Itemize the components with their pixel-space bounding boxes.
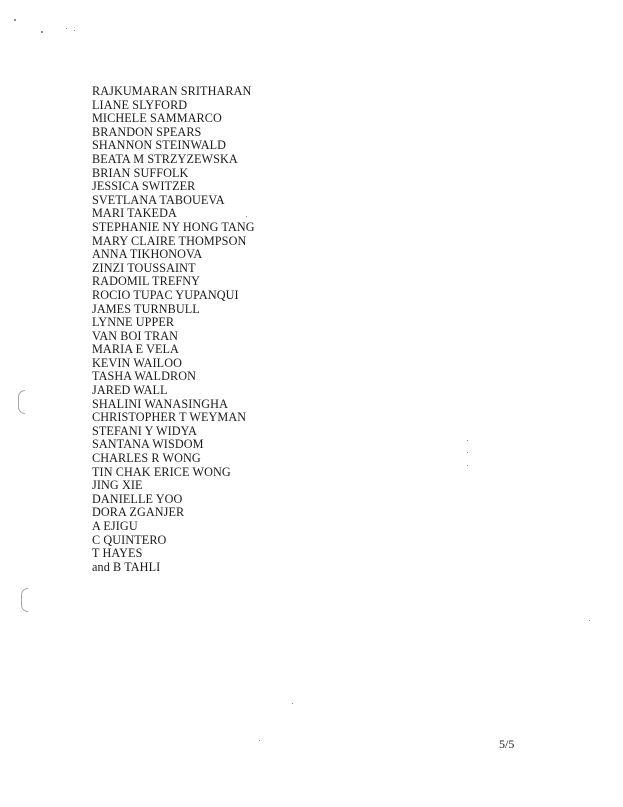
scan-speck: [467, 465, 468, 466]
list-item: CHARLES R WONG: [92, 451, 201, 466]
list-item: RADOMIL TREFNY: [92, 274, 201, 289]
list-item: SVETLANA TABOUEVA: [92, 192, 225, 207]
list-item: JESSICA SWITZER: [92, 179, 196, 194]
list-item: ROCIO TUPAC YUPANQUI: [92, 287, 239, 302]
list-item: VAN BOI TRAN: [92, 328, 179, 343]
list-item: DANIELLE YOO: [92, 491, 183, 506]
list-item: KEVIN WAILOO: [92, 355, 182, 370]
list-item: MARI TAKEDA: [92, 206, 177, 221]
list-item: ANNA TIKHONOVA: [92, 247, 203, 262]
list-item: BRANDON SPEARS: [92, 124, 202, 139]
list-item: MICHELE SAMMARCO: [92, 111, 222, 126]
list-item: T HAYES: [92, 546, 143, 561]
list-item: LYNNE UPPER: [92, 315, 175, 330]
scan-speck: [74, 30, 75, 31]
list-item: JING XIE: [92, 478, 143, 493]
list-item: JARED WALL: [92, 383, 168, 398]
list-item: SHANNON STEINWALD: [92, 138, 227, 153]
list-item: DORA ZGANJER: [92, 505, 185, 520]
list-item: TIN CHAK ERICE WONG: [92, 464, 231, 479]
list-item: MARY CLAIRE THOMPSON: [92, 233, 247, 248]
scan-speck: [467, 452, 468, 453]
binder-hole-mark: [18, 390, 25, 414]
name-list: [92, 85, 255, 574]
scan-speck: [292, 703, 293, 704]
scan-speck: [14, 19, 16, 21]
list-item: LIANE SLYFORD: [92, 97, 188, 112]
scan-speck: [467, 440, 468, 441]
list-item: BEATA M STRZYZEWSKA: [92, 151, 238, 166]
list-item: TASHA WALDRON: [92, 369, 197, 384]
list-item: A EJIGU: [92, 519, 138, 533]
list-item: RAJKUMARAN SRITHARAN: [92, 84, 252, 98]
list-item: MARIA E VELA: [92, 342, 179, 357]
scan-speck: [259, 740, 260, 741]
list-item: SANTANA WISDOM: [92, 437, 204, 452]
scan-speck: [41, 31, 43, 33]
list-item: STEFANI Y WIDYA: [92, 423, 198, 438]
list-item: and B TAHLI: [92, 559, 161, 574]
list-item: CHRISTOPHER T WEYMAN: [92, 410, 247, 425]
list-item: JAMES TURNBULL: [92, 301, 200, 316]
list-item: C QUINTERO: [92, 532, 167, 547]
scan-speck: [66, 28, 67, 29]
list-item: ZINZI TOUSSAINT: [92, 260, 196, 275]
list-item: STEPHANIE NY HONG TANG: [92, 219, 255, 234]
list-item: SHALINI WANASINGHA: [92, 396, 228, 411]
binder-hole-mark: [21, 588, 28, 612]
scan-speck: [589, 620, 590, 621]
page-number: 5/5: [499, 737, 515, 751]
list-item: BRIAN SUFFOLK: [92, 165, 189, 180]
